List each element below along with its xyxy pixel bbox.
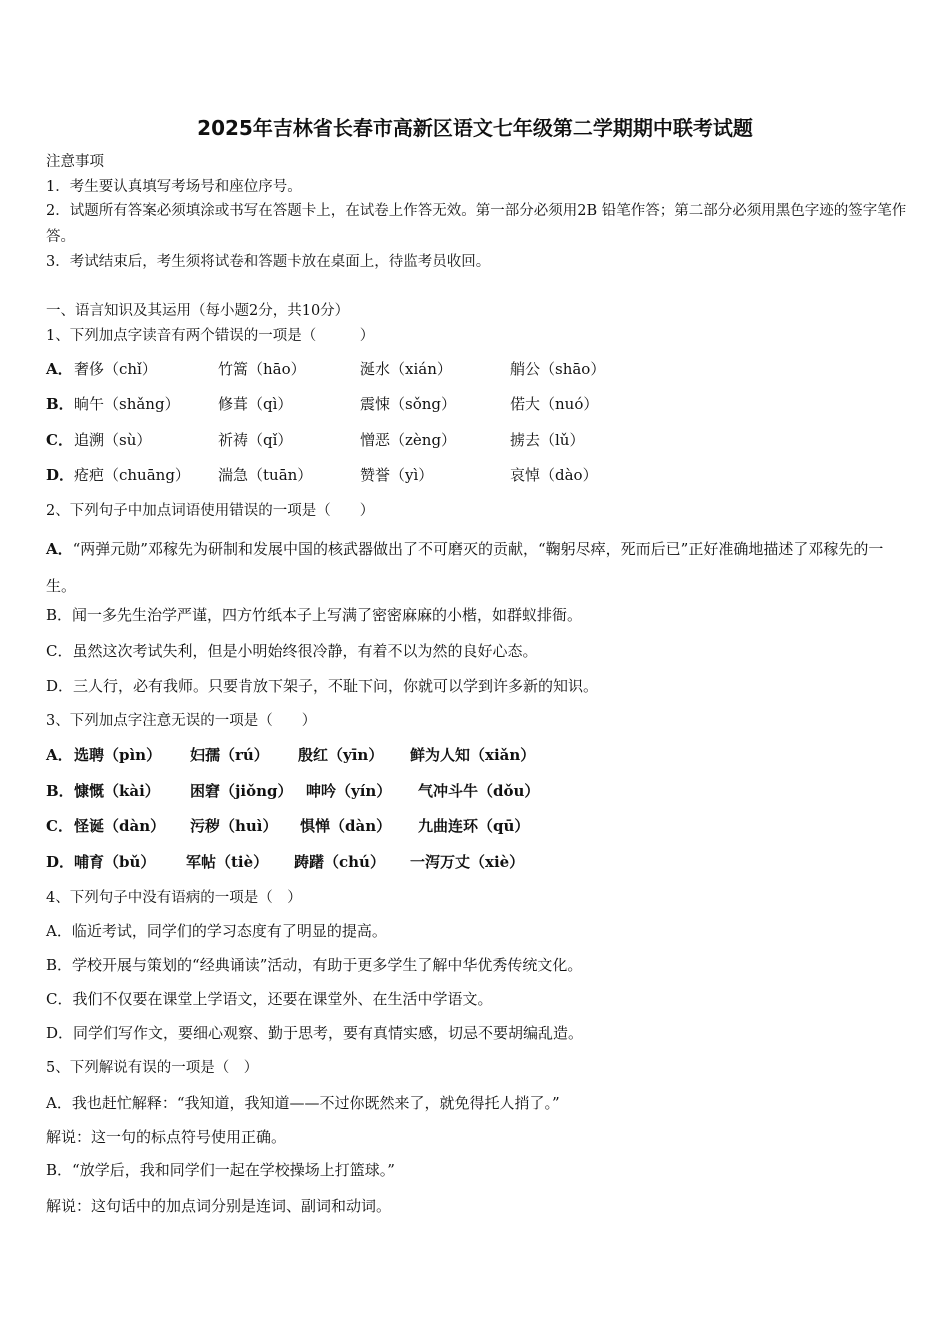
option-item: 怪诞（dàn） [74,817,166,835]
q3-option-a [46,745,906,765]
option-item: 奢侈（chǐ） [74,360,157,378]
section-heading: 一、语言知识及其运用（每小题2分，共10分） [46,303,350,319]
q5-stem: 5、下列解说有误的一项是（ ） [46,1060,259,1076]
option-item: 惧惮（dàn） [300,817,392,835]
notice-item-3: 3．考试结束后，考生须将试卷和答题卡放在桌面上，待监考员收回。 [46,254,491,270]
q2-stem: 2、下列句子中加点词语使用错误的一项是（ ） [46,503,375,519]
option-item: 气冲斗牛（dǒu） [418,782,540,800]
option-item: 晌午（shǎng） [74,395,180,413]
option-item: 修葺（qì） [218,395,293,413]
q3-stem: 3、下列加点字注意无误的一项是（ ） [46,713,317,729]
option-label: D． [46,466,75,484]
option-item: 哀悼（dào） [510,466,598,484]
q4-option-d: D．同学们写作文，要细心观察、勤于思考，要有真情实感，切忌不要胡编乱造。 [46,1024,584,1042]
option-label: A． [46,360,73,378]
q1-stem: 1、下列加点字读音有两个错误的一项是（ ） [46,328,375,344]
q1-option-b [46,394,906,414]
option-item: 呻吟（yín） [306,782,392,800]
q2-option-a [46,531,908,605]
q2-option-d: D．三人行，必有我师。只要肯放下架子，不耻下问，你就可以学到许多新的知识。 [46,677,599,695]
option-item: 掳去（lǔ） [510,431,585,449]
option-label: C． [46,431,73,449]
q4-option-c: C．我们不仅要在课堂上学语文，还要在课堂外、在生活中学语文。 [46,990,493,1008]
option-item: 湍急（tuān） [218,466,313,484]
notice-item-1: 1．考生要认真填写考场号和座位序号。 [46,179,302,195]
q2-option-c: C．虽然这次考试失利，但是小明始终很冷静，有着不以为然的良好心态。 [46,642,538,660]
option-item: 震悚（sǒng） [360,395,456,413]
q5-option-a: A．我也赶忙解释：“我知道，我知道——不过你既然来了，就免得托人捎了。” [46,1094,560,1112]
option-item: 追溯（sù） [74,431,152,449]
option-item: 选聘（pìn） [74,746,162,764]
option-item: 疮疤（chuāng） [74,466,190,484]
option-item: 鲜为人知（xiǎn） [410,746,536,764]
option-item: 妇孺（rú） [190,746,269,764]
option-item: 踌躇（chú） [294,853,385,871]
q3-option-b [46,781,906,801]
option-item: 困窘（jiǒng） [190,782,293,800]
option-item: 殷红（yīn） [298,746,384,764]
option-item: 哺育（bǔ） [74,853,156,871]
option-label: A． [46,746,73,764]
option-item: 军帖（tiè） [186,853,269,871]
q3-option-c [46,816,906,836]
q4-stem: 4、下列句子中没有语病的一项是（ ） [46,890,302,906]
notice-item-2: 2．试题所有答案必须填涂或书写在答题卡上，在试卷上作答无效。第一部分必须用2B 铅笔作答；第二部分必须用黑色字迹的签字笔作答。 [46,203,907,245]
option-item: 憎恶（zèng） [360,431,457,449]
q1-option-c [46,430,906,450]
option-item: 一泻万丈（xiè） [410,853,525,871]
q1-option-d [46,465,906,485]
notice-heading: 注意事项 [46,154,104,170]
option-label: C． [46,817,73,835]
option-item: 九曲连环（qū） [418,817,530,835]
q1-option-a [46,359,906,379]
option-label: B． [46,782,74,800]
option-item: 涎水（xián） [360,360,452,378]
q4-option-b: B．学校开展与策划的“经典诵读”活动，有助于更多学生了解中华优秀传统文化。 [46,956,583,974]
option-item: 慷慨（kài） [74,782,160,800]
option-text: “两弹元勋”邓稼先为研制和发展中国的核武器做出了不可磨灭的贡献，“鞠躬尽瘁，死而后已”正好准确地描述了邓稼先的一生。 [46,540,884,595]
option-label: D． [46,853,75,871]
q5-note-a: 解说：这一句的标点符号使用正确。 [46,1128,287,1146]
option-item: 祈祷（qǐ） [218,431,293,449]
option-item: 污秽（huì） [190,817,278,835]
option-label: B． [46,395,74,413]
q2-option-b: B．闻一多先生治学严谨，四方竹纸本子上写满了密密麻麻的小楷，如群蚁排衙。 [46,606,583,624]
option-item: 艄公（shāo） [510,360,606,378]
option-item: 偌大（nuó） [510,395,599,413]
option-item: 竹篙（hāo） [218,360,306,378]
q5-option-b: B．“放学后，我和同学们一起在学校操场上打篮球。” [46,1161,395,1179]
q5-note-b: 解说：这句话中的加点词分别是连词、副词和动词。 [46,1197,392,1215]
q4-option-a: A．临近考试，同学们的学习态度有了明显的提高。 [46,922,387,940]
page-title: 2025年吉林省长春市高新区语文七年级第二学期期中联考试题 [197,116,753,140]
option-item: 赞誉（yì） [360,466,434,484]
q3-option-d [46,852,906,872]
option-label: A． [46,540,73,558]
